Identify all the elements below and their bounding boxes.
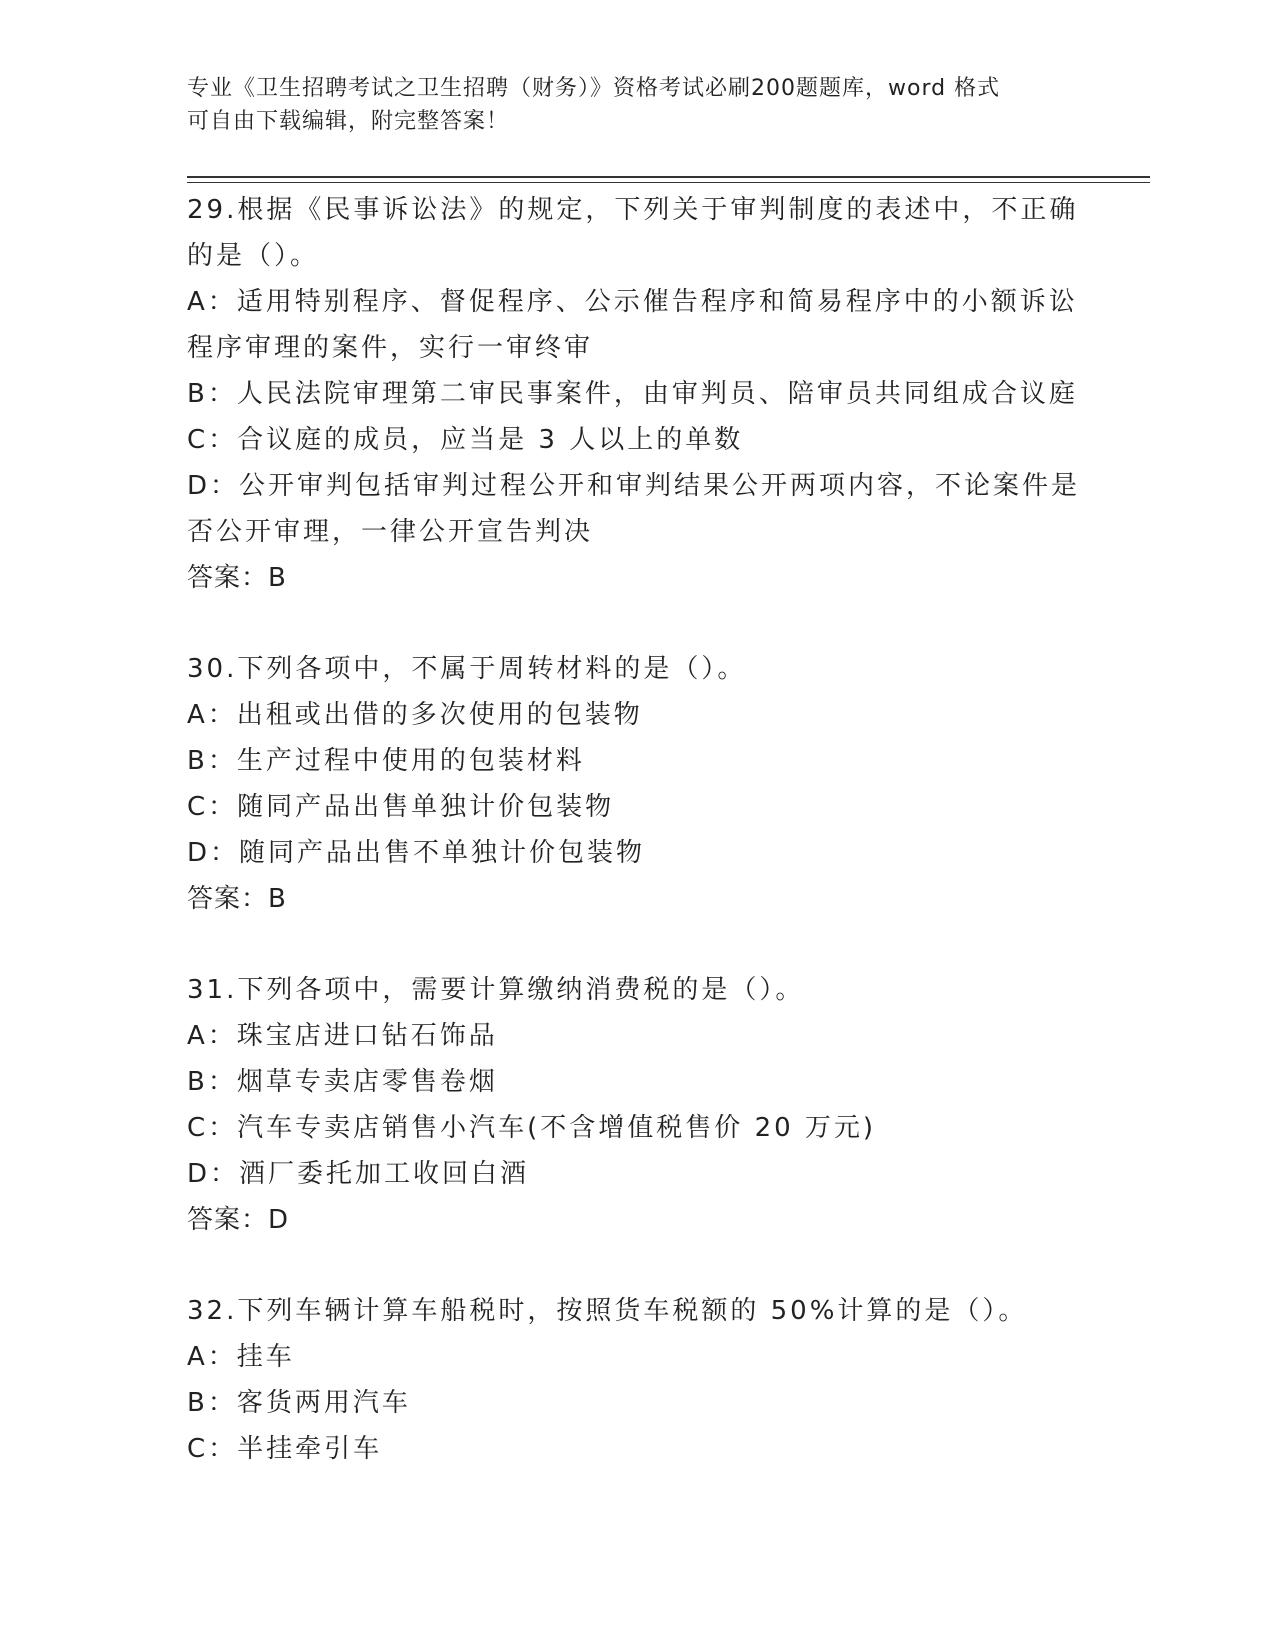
- answer-key: 答案：D: [187, 1205, 290, 1235]
- answer-option: 程序审理的案件，实行一审终审: [187, 333, 594, 363]
- answer-option: A：适用特别程序、督促程序、公示催告程序和简易程序中的小额诉讼: [187, 287, 1078, 317]
- question-stem: 32.下列车辆计算车船税时，按照货车税额的 50%计算的是（）。: [187, 1296, 1028, 1326]
- answer-option: D：随同产品出售不单独计价包装物: [187, 838, 646, 868]
- answer-option: B：烟草专卖店零售卷烟: [187, 1067, 498, 1097]
- question-list: [187, 187, 1087, 1472]
- answer-key: 答案：B: [187, 563, 287, 593]
- question-stem: 的是（）。: [187, 241, 320, 271]
- answer-option: A：挂车: [187, 1342, 295, 1372]
- answer-option: B：生产过程中使用的包装材料: [187, 746, 585, 776]
- question-spacer: [187, 922, 1087, 967]
- answer-option: D：酒厂委托加工收回白酒: [187, 1159, 530, 1189]
- answer-option: B：客货两用汽车: [187, 1388, 411, 1418]
- answer-key: 答案：B: [187, 884, 287, 914]
- answer-option: 否公开审理，一律公开宣告判决: [187, 517, 594, 547]
- answer-option: B：人民法院审理第二审民事案件，由审判员、陪审员共同组成合议庭: [187, 379, 1078, 409]
- header-line: 可自由下载编辑，附完整答案！: [187, 109, 510, 134]
- answer-option: C：汽车专卖店销售小汽车(不含增值税售价 20 万元): [187, 1113, 877, 1143]
- header-divider-thin: [187, 182, 1150, 183]
- answer-option: C：随同产品出售单独计价包装物: [187, 792, 615, 822]
- header-divider: [187, 176, 1150, 178]
- document-header: [187, 72, 1067, 138]
- header-line: 专业《卫生招聘考试之卫生招聘（财务）》资格考试必刷200题题库，word 格式: [187, 76, 1001, 101]
- question-stem: 29.根据《民事诉讼法》的规定，下列关于审判制度的表述中，不正确: [187, 195, 1079, 225]
- question-block: [187, 1288, 1087, 1472]
- question-spacer: [187, 601, 1087, 646]
- answer-option: A：出租或出借的多次使用的包装物: [187, 700, 643, 730]
- question-spacer: [187, 1243, 1087, 1288]
- question-stem: 31.下列各项中，需要计算缴纳消费税的是（）。: [187, 975, 805, 1005]
- question-block: [187, 187, 1087, 601]
- answer-option: C：半挂牵引车: [187, 1434, 383, 1464]
- question-block: [187, 967, 1087, 1243]
- question-stem: 30.下列各项中，不属于周转材料的是（）。: [187, 654, 747, 684]
- question-block: [187, 646, 1087, 922]
- answer-option: C：合议庭的成员，应当是 3 人以上的单数: [187, 425, 744, 455]
- answer-option: A：珠宝店进口钻石饰品: [187, 1021, 498, 1051]
- answer-option: D：公开审判包括审判过程公开和审判结果公开两项内容，不论案件是: [187, 471, 1081, 501]
